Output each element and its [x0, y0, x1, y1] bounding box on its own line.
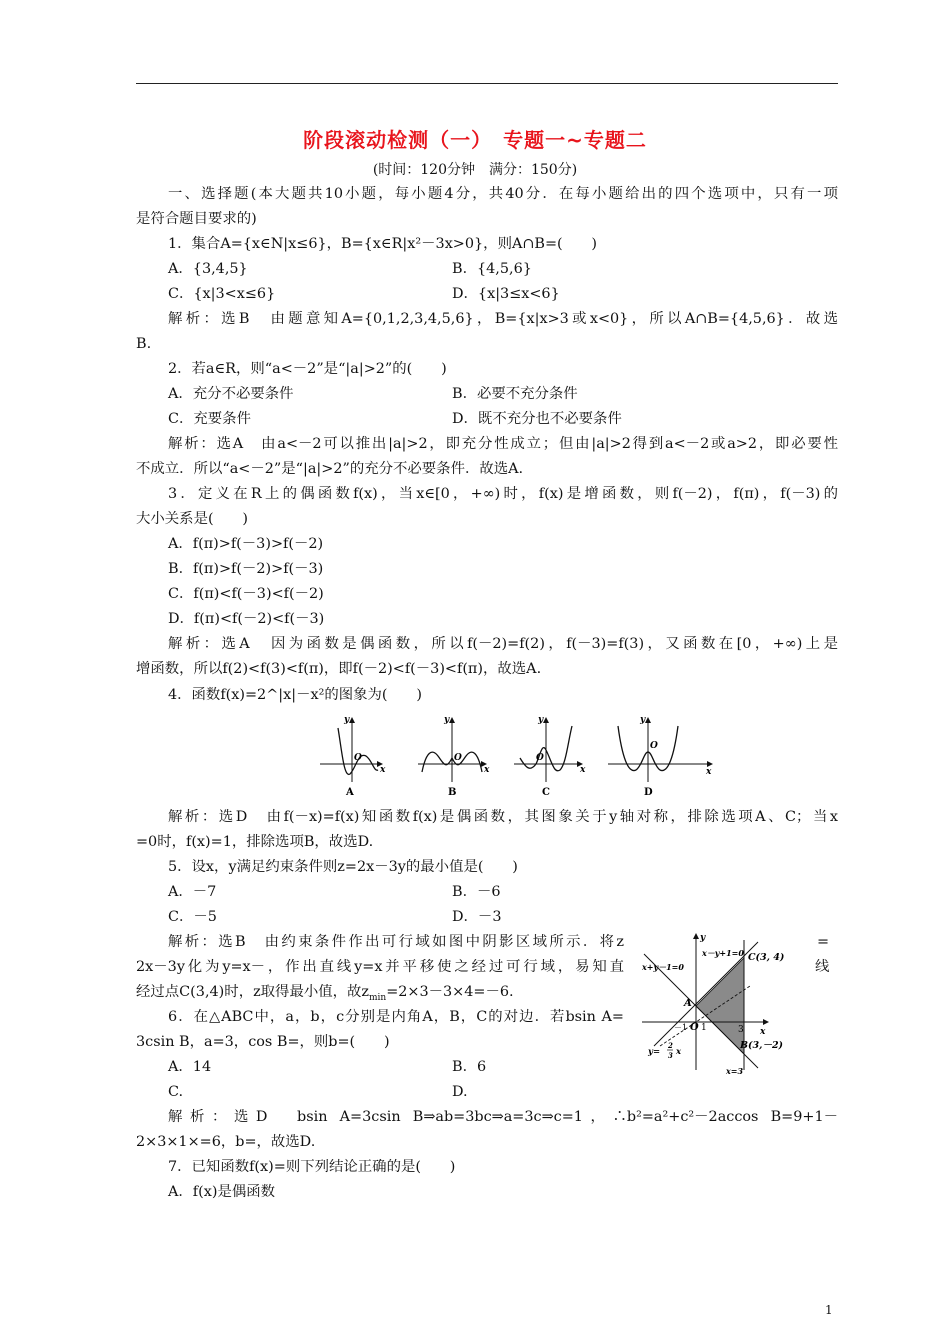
- option-line: C．f(π)<f(－3)<f(－2): [168, 586, 324, 602]
- question-3-stem: 大小关系是( ): [136, 511, 248, 527]
- origin-label: O: [354, 753, 362, 763]
- axis-y-label: y: [538, 715, 544, 725]
- option-line: C．充要条件: [168, 411, 251, 427]
- graph-b-label: B: [448, 787, 457, 798]
- option-line: C．{x|3<x≤6}: [168, 286, 276, 302]
- tick-1: 1: [701, 1023, 707, 1033]
- fraction-numerator: 2: [668, 1041, 673, 1050]
- option-line: C.: [168, 1084, 184, 1100]
- option-line: D.: [452, 1084, 468, 1100]
- line-label-x-plus-y: x+y－1=0: [642, 962, 684, 972]
- section-intro-line: 是符合题目要求的): [136, 211, 257, 227]
- option-line: C．－5: [168, 909, 217, 925]
- axis-x-label: x: [760, 1027, 766, 1037]
- fraction-denominator: 3: [668, 1051, 673, 1060]
- solution-line: 解析：选B 由题意知A={0,1,2,3,4,5,6}，B={x|x>3或x<0}，所以A∩B={4,5,6}．故选: [168, 311, 838, 327]
- line-label-y: y=: [648, 1047, 661, 1057]
- origin-label: O: [690, 1022, 699, 1033]
- solution-line: 增函数，所以f(2)<f(3)<f(π)，即f(－2)<f(－3)<f(π)，故选A.: [136, 661, 542, 677]
- solution-line: 解析：选A 因为函数是偶函数，所以f(－2)=f(2)，f(－3)=f(3)，又函数在[0，+∞)上是: [168, 636, 838, 652]
- option-line: D．{x|3≤x<6}: [452, 286, 560, 302]
- axis-y-label: y: [344, 715, 350, 725]
- line-label-y-x: x: [676, 1047, 682, 1057]
- question-4-stem: 4．函数f(x)=2^|x|－x²的图象为( ): [168, 687, 422, 703]
- axis-x-label: x: [484, 765, 490, 775]
- option-line: B．必要不充分条件: [452, 386, 578, 402]
- option-line: B．6: [452, 1059, 487, 1075]
- axis-y-label: y: [640, 715, 646, 725]
- option-line: D．f(π)<f(－2)<f(－3): [168, 611, 325, 627]
- point-c-label: C(3, 4): [748, 952, 785, 963]
- page-subtitle: (时间：120分钟 满分：150分): [372, 162, 578, 178]
- solution-line: 2×3×1×=6，b=，故选D.: [136, 1134, 316, 1150]
- option-line: D．－3: [452, 909, 502, 925]
- question-5-stem: 5．设x，y满足约束条件则z=2x－3y的最小值是( ): [168, 859, 518, 875]
- solution-line: 2x－3y化为y=x－，作出直线y=x并平移使之经过可行域，易知直: [136, 959, 624, 975]
- axis-x-label: x: [380, 765, 386, 775]
- solution-line: 解析：选A 由a<－2可以推出|a|>2，即充分性成立；但由|a|>2得到a<－2或a>2，即必要性: [168, 436, 838, 452]
- axis-x-label: x: [580, 765, 586, 775]
- solution-line: B.: [136, 336, 152, 352]
- page-number: 1: [825, 1303, 833, 1317]
- option-line: A．14: [168, 1059, 212, 1075]
- question-2-stem: 2．若a∈R，则“a<－2”是“|a|>2”的( ): [168, 361, 447, 377]
- question-4-graphs: [316, 712, 716, 802]
- option-line: A．充分不必要条件: [168, 386, 294, 402]
- option-line: A．f(x)是偶函数: [168, 1184, 276, 1200]
- feasible-region-figure: [640, 930, 790, 1076]
- option-line: A．f(π)>f(－3)>f(－2): [168, 536, 324, 552]
- graph-a-label: A: [346, 787, 354, 798]
- subscript-min: min: [368, 992, 387, 1003]
- solution-text: 经过点C(3,4)时，z取得最小值，故z: [136, 984, 369, 1000]
- solution-line: 解析：选D bsin A=3csin B⇒ab=3bc⇒a=3c⇒c=1，∴b²=a²+c²－2accos B=9+1－: [168, 1109, 838, 1125]
- graph-b: [418, 715, 490, 798]
- solution-line: [136, 983, 514, 1007]
- origin-label: O: [454, 753, 462, 763]
- graph-d-label: D: [644, 787, 653, 798]
- option-line: B．{4,5,6}: [452, 261, 532, 277]
- solution-line: =: [817, 934, 830, 950]
- axis-x-label: x: [706, 767, 712, 777]
- graph-d: [608, 715, 712, 798]
- solution-line: =0时，f(x)=1，排除选项B，故选D.: [136, 834, 374, 850]
- tick-neg1: －1: [674, 1023, 688, 1032]
- graph-c: [514, 715, 586, 798]
- question-1-stem: 1．集合A={x∈N|x≤6}，B={x∈R|x²－3x>0}，则A∩B=( ): [168, 236, 598, 252]
- question-6-stem: 6．在△ABC中，a，b，c分别是内角A，B，C的对边．若bsin A=: [168, 1009, 624, 1025]
- option-line: A．{3,4,5}: [168, 261, 248, 277]
- option-line: D．既不充分也不必要条件: [452, 411, 622, 427]
- axis-y-label: y: [444, 715, 450, 725]
- solution-line: 线: [815, 959, 830, 975]
- origin-label: O: [650, 741, 658, 751]
- point-b-label: B(3,－2): [740, 1040, 784, 1051]
- header-rule: [136, 83, 838, 84]
- origin-label: O: [536, 753, 544, 763]
- question-7-stem: 7．已知函数f(x)=则下列结论正确的是( ): [168, 1159, 456, 1175]
- question-3-stem: 3．定义在R上的偶函数f(x)，当x∈[0，+∞)时，f(x)是增函数，则f(－2)，f(π)，f(－3)的: [168, 486, 838, 502]
- question-6-stem: 3csin B，a=3，cos B=，则b=( ): [136, 1034, 390, 1050]
- tick-3: 3: [738, 1025, 744, 1035]
- page-title: 阶段滚动检测（一） 专题一~专题二: [303, 128, 647, 152]
- solution-line: 不成立．所以“a<－2”是“|a|>2”的充分不必要条件．故选A.: [136, 461, 524, 477]
- graph-a: [320, 715, 386, 798]
- option-line: A．－7: [168, 884, 217, 900]
- axis-y-label: y: [700, 933, 706, 943]
- option-line: B．f(π)>f(－2)>f(－3): [168, 561, 324, 577]
- solution-line: 解析：选D 由f(－x)=f(x)知函数f(x)是偶函数，其图象关于y轴对称，排除选项A、C；当x: [168, 809, 838, 825]
- graph-c-label: C: [542, 787, 550, 798]
- solution-text: =2×3－3×4=－6.: [386, 984, 514, 1000]
- section-intro-line: 一、选择题(本大题共10小题，每小题4分，共40分．在每小题给出的四个选项中，只有一项: [168, 186, 838, 202]
- solution-line: 解析：选B 由约束条件作出可行域如图中阴影区域所示．将z: [168, 934, 624, 950]
- point-a-label: A: [684, 998, 692, 1009]
- option-line: B．－6: [452, 884, 501, 900]
- line-label-x-y-1: x－y+1=0: [702, 948, 744, 958]
- line-label-x-3: x=3: [726, 1066, 744, 1076]
